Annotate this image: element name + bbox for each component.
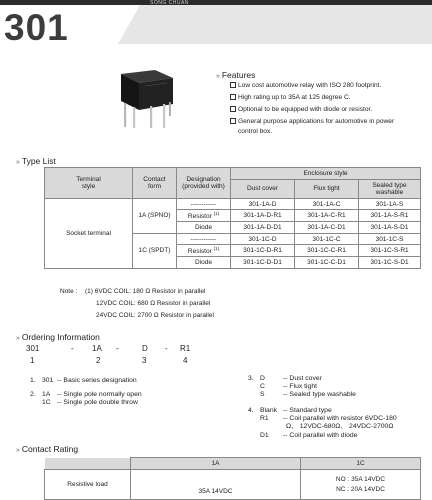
sealed-cell: 301-1C-S <box>359 233 421 245</box>
ordering-item-text: -- Coil parallel with diode <box>283 432 358 439</box>
designation-cell: ------------ <box>177 233 231 245</box>
ordering-item-code: D <box>260 375 265 382</box>
feature-item: Optional to be equipped with diode or resistor. <box>230 105 426 114</box>
ordering-item: 3. <box>248 375 254 382</box>
ordering-code-d: D <box>142 344 148 353</box>
rating-value-1c: NO : 35A 14VDC NC : 20A 14VDC <box>301 470 421 500</box>
ordering-code-1a: 1A <box>92 344 102 353</box>
feature-item-continued: control box. <box>238 128 273 135</box>
ordering-item-code: 1C <box>42 399 51 406</box>
note-line: (1) 6VDC COIL: 180 Ω Resistor in parallel <box>85 288 206 295</box>
flux-tight-cell: 301-1C-C-D1 <box>295 257 359 269</box>
ordering-item: 4. <box>248 407 254 414</box>
header-enclosure-style: Enclosure style <box>231 168 421 180</box>
designation-cell: ------------ <box>177 198 231 210</box>
ordering-item-text: -- Dust cover <box>283 375 322 382</box>
ordering-item-text: -- Single pole normally open <box>57 391 142 398</box>
ordering-code-301: 301 <box>26 344 40 353</box>
checkbox-icon <box>230 118 236 124</box>
designation-cell: Resistor $^{(1)}$ <box>177 210 231 222</box>
contact-form-cell: 1A (SPNO) <box>133 198 177 233</box>
dust-cover-cell: 301-1A-D <box>231 198 295 210</box>
ordering-item-code: 301 <box>42 377 54 384</box>
ordering-index: 1 <box>30 356 35 365</box>
section-arrow-icon: » <box>16 159 20 166</box>
dust-cover-cell: 301-1C-D-R1 <box>231 245 295 257</box>
ordering-item-code: S <box>260 391 265 398</box>
dust-cover-cell: 301-1A-D-D1 <box>231 222 295 234</box>
checkbox-icon <box>230 94 236 100</box>
header-designation: Designation (provided with) <box>177 168 231 199</box>
ordering-code-r1: R1 <box>180 344 191 353</box>
ordering-item-text: -- Single pole double throw <box>57 399 138 406</box>
flux-tight-cell: 301-1A-C <box>295 198 359 210</box>
section-arrow-icon: » <box>216 73 220 80</box>
designation-cell: Resistor $^{(1)}$ <box>177 245 231 257</box>
ordering-item-code: 1A <box>42 391 51 398</box>
relay-product-image <box>107 60 187 140</box>
ordering-item-text: -- Basic series designation <box>57 377 137 384</box>
dust-cover-cell: 301-1A-D-R1 <box>231 210 295 222</box>
type-list-heading: » Type List <box>16 156 56 166</box>
flux-tight-cell: 301-1A-C-R1 <box>295 210 359 222</box>
flux-tight-cell: 301-1A-C-D1 <box>295 222 359 234</box>
rating-value-1a: 35A 14VDC <box>131 470 301 500</box>
rating-header-1a: 1A <box>131 458 301 470</box>
ordering-item-text: -- Standard type <box>283 407 332 414</box>
sealed-cell: 301-1C-S-R1 <box>359 245 421 257</box>
contact-form-cell: 1C (SPDT) <box>133 233 177 268</box>
table-row <box>45 198 421 210</box>
brand-name: SONG CHUAN <box>150 0 189 6</box>
ordering-code-dash: - <box>165 344 168 353</box>
table-row <box>45 470 421 500</box>
ordering-item: 2. <box>30 391 36 398</box>
sealed-cell: 301-1A-S-R1 <box>359 210 421 222</box>
header-sealed-washable: Sealed type washable <box>359 179 421 198</box>
sealed-cell: 301-1A-S <box>359 198 421 210</box>
terminal-style-cell: Socket terminal <box>45 198 133 268</box>
ordering-index: 4 <box>183 356 188 365</box>
header-contact-form: Contact form <box>133 168 177 199</box>
ordering-item-code: R1 <box>260 415 269 422</box>
sealed-cell: 301-1A-S-D1 <box>359 222 421 234</box>
contact-rating-heading: » Contact Rating <box>16 444 79 454</box>
sealed-cell: 301-1C-S-D1 <box>359 257 421 269</box>
header-terminal-style: Terminal style <box>45 168 133 199</box>
model-number: 301 <box>4 7 69 48</box>
ordering-code-dash: - <box>71 344 74 353</box>
type-list-table <box>44 167 421 269</box>
ordering-item-text: -- Coil parallel with resistor 6VDC-180 <box>283 415 397 422</box>
note-line: 12VDC COIL: 680 Ω Resistor in parallel <box>96 300 211 307</box>
rating-header-1c: 1C <box>301 458 421 470</box>
checkbox-icon <box>230 106 236 112</box>
header-tab <box>0 5 118 48</box>
ordering-item-code: C <box>260 383 265 390</box>
feature-item: High rating up to 35A at 125 degree C. <box>230 93 426 102</box>
ordering-item-text: Ω、 12VDC-680Ω、 24VDC-2700Ω <box>286 423 394 430</box>
section-arrow-icon: » <box>16 447 20 454</box>
rating-corner-cell <box>45 458 131 470</box>
flux-tight-cell: 301-1C-C <box>295 233 359 245</box>
feature-item: General purpose applications for automotive in power <box>230 117 426 126</box>
note-line: 24VDC COIL: 2700 Ω Resistor in parallel <box>96 312 214 319</box>
contact-rating-table <box>44 457 421 500</box>
ordering-code-dash: - <box>116 344 119 353</box>
ordering-item: 1. <box>30 377 36 384</box>
feature-item: Low cost automotive relay with ISO 280 footprint. <box>230 81 426 90</box>
ordering-item-text: -- Sealed type washable <box>283 391 356 398</box>
ordering-index: 3 <box>142 356 147 365</box>
rating-row-label: Resistive load <box>45 470 131 500</box>
ordering-index: 2 <box>96 356 101 365</box>
checkbox-icon <box>230 82 236 88</box>
designation-cell: Diode <box>177 257 231 269</box>
designation-cell: Diode <box>177 222 231 234</box>
ordering-heading: » Ordering Information <box>16 332 100 342</box>
header-flux-tight: Flux tight <box>295 179 359 198</box>
note-label: Note : <box>60 288 78 295</box>
ordering-item-code: Blank <box>260 407 278 414</box>
section-arrow-icon: » <box>16 335 20 342</box>
ordering-item-text: -- Flux tight <box>283 383 317 390</box>
ordering-item-code: D1 <box>260 432 269 439</box>
dust-cover-cell: 301-1C-D <box>231 233 295 245</box>
header-dust-cover: Dust cover <box>231 179 295 198</box>
flux-tight-cell: 301-1C-C-R1 <box>295 245 359 257</box>
dust-cover-cell: 301-1C-D-D1 <box>231 257 295 269</box>
features-heading: » Features <box>216 70 256 80</box>
